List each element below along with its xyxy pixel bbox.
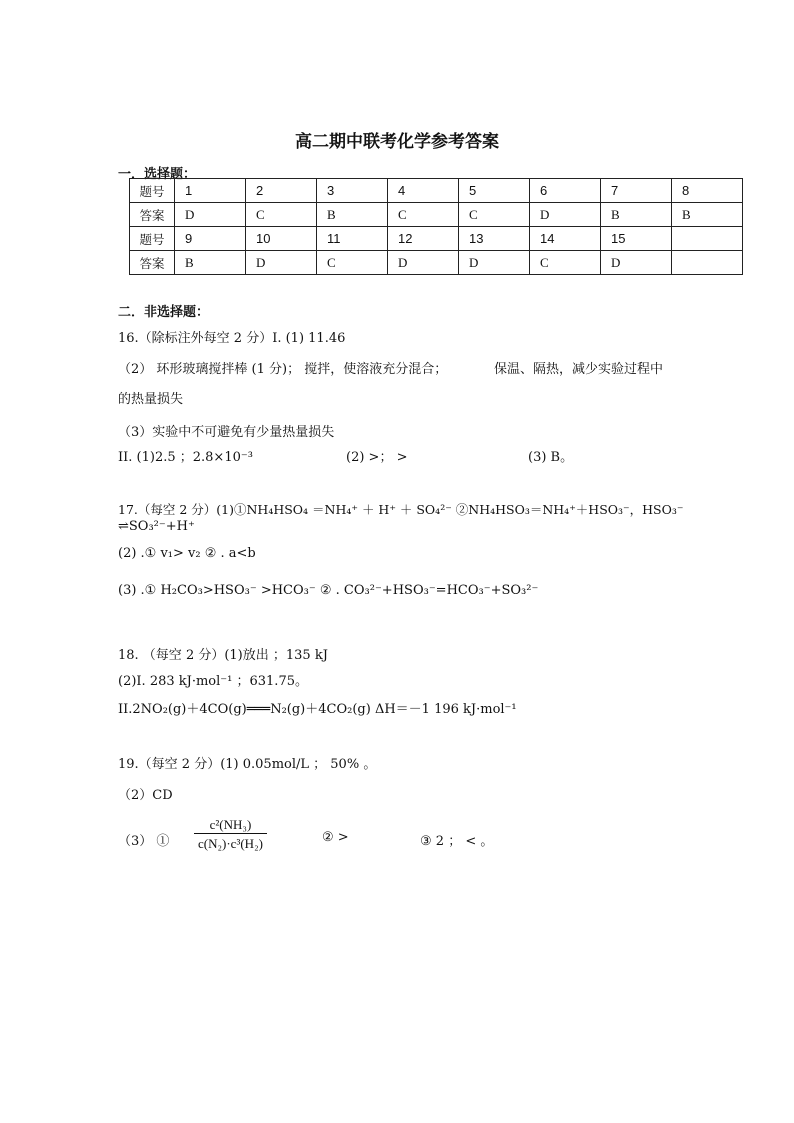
table-row <box>130 179 743 203</box>
cell: C <box>530 251 601 275</box>
q16-line-2b: 保温、隔热，减少实验过程中 <box>494 362 664 377</box>
section-choice-heading: 一．选择题： <box>118 167 197 182</box>
q16-line-5c: (3) B。 <box>528 450 574 465</box>
cell: D <box>601 251 672 275</box>
cell: 5 <box>459 179 530 203</box>
fraction-numerator: c²(NH₃) <box>209 817 252 832</box>
cell: 1 <box>175 179 246 203</box>
cell: B <box>175 251 246 275</box>
q16-line-2a: （2） 环形玻璃搅拌棒 (1 分)； 搅拌，使溶液充分混合； <box>118 362 448 377</box>
answer-table <box>129 178 743 275</box>
q17-line-1: 17.（每空 2 分）(1)①NH₄HSO₄ ＝NH₄⁺ ＋ H⁺ ＋ SO₄²⁻ ②NH₄HSO₃＝NH₄⁺＋HSO₃⁻，HSO₃⁻ <box>118 502 684 517</box>
cell <box>672 227 743 251</box>
cell: 10 <box>246 227 317 251</box>
cell: B <box>601 203 672 227</box>
q19-line-2: （2）CD <box>118 788 173 803</box>
cell: 12 <box>388 227 459 251</box>
cell: 2 <box>246 179 317 203</box>
q19-line-1: 19.（每空 2 分）(1) 0.05mol/L ； 50% 。 <box>118 757 377 772</box>
cell: D <box>175 203 246 227</box>
row-label: 题号 <box>130 227 175 251</box>
q16-line-5a: II. (1)2.5 ；2.8×10⁻³ <box>118 450 253 465</box>
cell: 9 <box>175 227 246 251</box>
cell: 15 <box>601 227 672 251</box>
cell: 8 <box>672 179 743 203</box>
q18-line-3: II.2NO₂(g)＋4CO(g)═══N₂(g)＋4CO₂(g) ΔH＝－1 196 kJ·mol⁻¹ <box>118 702 517 717</box>
section-nonchoice-heading: 二．非选择题： <box>118 305 210 320</box>
cell: D <box>459 251 530 275</box>
q17-line-2: ⇌SO₃²⁻+H⁺ <box>118 519 195 534</box>
fraction-denominator: c(N₂)·c³(H₂) <box>194 833 267 852</box>
q17-line-3: (2) .① v₁> v₂ ② . a<b <box>118 546 256 561</box>
cell: 4 <box>388 179 459 203</box>
row-label: 题号 <box>130 179 175 203</box>
cell: 7 <box>601 179 672 203</box>
cell: D <box>388 251 459 275</box>
table-row <box>130 251 743 275</box>
cell: D <box>530 203 601 227</box>
cell: D <box>246 251 317 275</box>
row-label: 答案 <box>130 251 175 275</box>
cell: 3 <box>317 179 388 203</box>
q16-line-1: 16.（除标注外每空 2 分）I. (1) 11.46 <box>118 331 346 346</box>
q19-line-3b: ② > <box>322 830 349 845</box>
cell <box>672 251 743 275</box>
cell: 11 <box>317 227 388 251</box>
q16-line-3: 的热量损失 <box>118 392 184 407</box>
cell: 14 <box>530 227 601 251</box>
equilibrium-constant-fraction <box>194 817 267 852</box>
q16-line-5b: (2) >； > <box>346 450 408 465</box>
q16-line-4: （3）实验中不可避免有少量热量损失 <box>118 425 335 440</box>
table-row <box>130 203 743 227</box>
cell: B <box>672 203 743 227</box>
cell: C <box>246 203 317 227</box>
cell: 6 <box>530 179 601 203</box>
q18-line-2: (2)I. 283 kJ·mol⁻¹ ；631.75。 <box>118 674 308 689</box>
cell: 13 <box>459 227 530 251</box>
q19-line-3a: （3） ① <box>118 834 170 849</box>
table-row <box>130 227 743 251</box>
cell: C <box>388 203 459 227</box>
cell: C <box>317 251 388 275</box>
q18-line-1: 18. （每空 2 分）(1)放出 ；135 kJ <box>118 648 328 663</box>
q17-line-4: (3) .① H₂CO₃>HSO₃⁻ >HCO₃⁻ ② . CO₃²⁻+HSO₃⁻=HCO₃⁻+SO₃²⁻ <box>118 583 539 598</box>
q19-line-3c: ③ 2 ； < 。 <box>420 834 494 849</box>
cell: B <box>317 203 388 227</box>
cell: C <box>459 203 530 227</box>
page-title: 高二期中联考化学参考答案 <box>295 132 499 152</box>
row-label: 答案 <box>130 203 175 227</box>
